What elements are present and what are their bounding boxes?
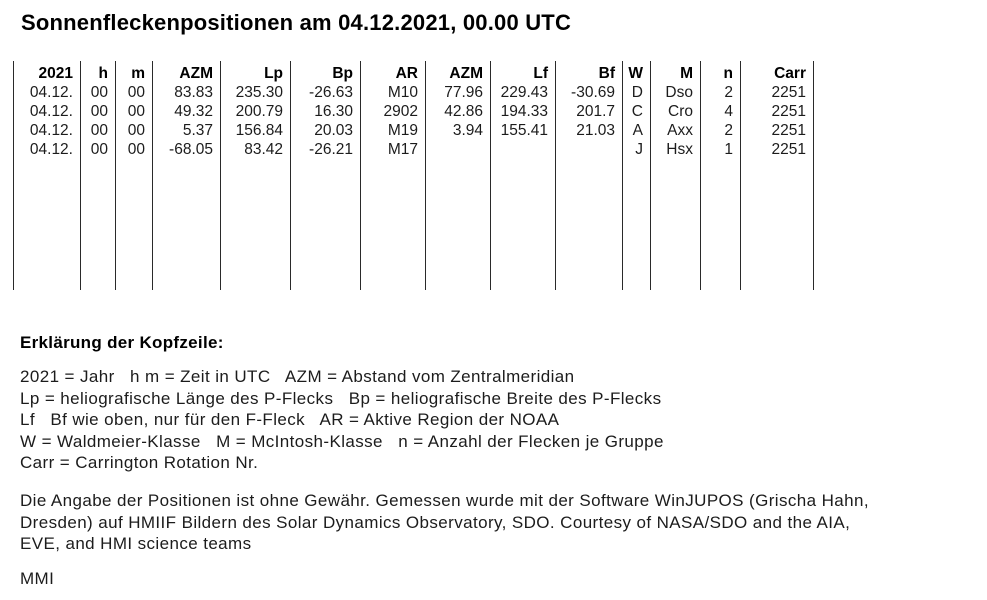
- table-row-cell: Axx: [651, 122, 701, 141]
- table-row-cell: 00: [116, 103, 153, 122]
- disclaimer: [20, 490, 987, 555]
- table-filler-row-cell: [221, 160, 291, 290]
- table-filler-row-cell: [291, 160, 361, 290]
- table-row-cell: [556, 141, 623, 160]
- table-row-cell: 2251: [741, 103, 814, 122]
- table-row-cell: M17: [361, 141, 426, 160]
- table-row-cell: 2251: [741, 122, 814, 141]
- disclaimer-line: Die Angabe der Positionen ist ohne Gewähr. Gemessen wurde mit der Software WinJUPOS (Grischa Hahn,: [20, 490, 869, 510]
- disclaimer-line: EVE, and HMI science teams: [20, 534, 252, 554]
- table-row-cell: 04.12.: [14, 122, 81, 141]
- table-row-cell: C: [623, 103, 651, 122]
- table-row-cell: 1: [701, 141, 741, 160]
- table-row-cell: -26.63: [291, 84, 361, 103]
- table-filler-row-cell: [361, 160, 426, 290]
- table-row-cell: -30.69: [556, 84, 623, 103]
- table-row-cell: 2902: [361, 103, 426, 122]
- explanation-heading: Erklärung der Kopfzeile:: [20, 333, 224, 352]
- table-row-cell: 5.37: [153, 122, 221, 141]
- table-row-cell: Dso: [651, 84, 701, 103]
- table-row-cell: Hsx: [651, 141, 701, 160]
- table-row-cell: Cro: [651, 103, 701, 122]
- table-row-cell: 00: [116, 141, 153, 160]
- table-filler-row-cell: [116, 160, 153, 290]
- table-row-cell: 3.94: [426, 122, 491, 141]
- table-row-cell: 155.41: [491, 122, 556, 141]
- table-row-cell: -68.05: [153, 141, 221, 160]
- table-row-cell: 00: [81, 141, 116, 160]
- table-row-cell: 20.03: [291, 122, 361, 141]
- table-row-cell: 200.79: [221, 103, 291, 122]
- table-header-row-cell: Bp: [291, 61, 361, 84]
- disclaimer-line: Dresden) auf HMIIF Bildern des Solar Dynamics Observatory, SDO. Courtesy of NASA/SDO and the AIA,: [20, 512, 851, 532]
- table-row-cell: 00: [81, 84, 116, 103]
- table-header-row-cell: h: [81, 61, 116, 84]
- table-row: [14, 141, 814, 160]
- table-header-row-cell: n: [701, 61, 741, 84]
- table-row-cell: 156.84: [221, 122, 291, 141]
- table-row-cell: 00: [116, 122, 153, 141]
- table-header-row-cell: Lp: [221, 61, 291, 84]
- table-row-cell: 77.96: [426, 84, 491, 103]
- explanation-line: Carr = Carrington Rotation Nr.: [20, 453, 259, 473]
- table-row-cell: 2251: [741, 84, 814, 103]
- explanation-line: 2021 = Jahr h m = Zeit in UTC AZM = Abstand vom Zentralmeridian: [20, 367, 575, 386]
- table-row: [14, 122, 814, 141]
- table-row-cell: 235.30: [221, 84, 291, 103]
- table-row-cell: 2: [701, 122, 741, 141]
- table-row-cell: 04.12.: [14, 103, 81, 122]
- table-row-cell: M19: [361, 122, 426, 141]
- table-row-cell: 229.43: [491, 84, 556, 103]
- table-filler-row-cell: [651, 160, 701, 290]
- table-row-cell: 4: [701, 103, 741, 122]
- table-row-cell: 00: [81, 103, 116, 122]
- table-header-row-cell: M: [651, 61, 701, 84]
- sunspot-table-wrap: [13, 61, 987, 290]
- table-filler-row-cell: [741, 160, 814, 290]
- table-row-cell: [426, 141, 491, 160]
- table-row-cell: 42.86: [426, 103, 491, 122]
- table-filler-row-cell: [491, 160, 556, 290]
- table-header-row-cell: W: [623, 61, 651, 84]
- table-filler-row-cell: [81, 160, 116, 290]
- table-row-cell: 00: [81, 122, 116, 141]
- explanation-lines: [20, 366, 987, 474]
- table-row-cell: 201.7: [556, 103, 623, 122]
- table-row-cell: D: [623, 84, 651, 103]
- table-header-row-cell: AZM: [426, 61, 491, 84]
- table-row-cell: 194.33: [491, 103, 556, 122]
- table-header-row-cell: Bf: [556, 61, 623, 84]
- table-filler-row-cell: [426, 160, 491, 290]
- table-filler-row: [14, 160, 814, 290]
- table-row-cell: 00: [116, 84, 153, 103]
- table-header-row-cell: AR: [361, 61, 426, 84]
- table-filler-row-cell: [701, 160, 741, 290]
- table-filler-row-cell: [153, 160, 221, 290]
- sunspot-table: [13, 61, 814, 290]
- table-row-cell: 83.42: [221, 141, 291, 160]
- table-filler-row-cell: [14, 160, 81, 290]
- signature: MMI: [20, 568, 55, 588]
- table-row-cell: -26.21: [291, 141, 361, 160]
- table-row-cell: 04.12.: [14, 141, 81, 160]
- table-row-cell: A: [623, 122, 651, 141]
- table-row-cell: 49.32: [153, 103, 221, 122]
- table-row-cell: J: [623, 141, 651, 160]
- table-row: [14, 84, 814, 103]
- table-header-row-cell: 2021: [14, 61, 81, 84]
- table-header-row-cell: AZM: [153, 61, 221, 84]
- table-row-cell: 16.30: [291, 103, 361, 122]
- table-row-cell: 2: [701, 84, 741, 103]
- table-header-row-cell: m: [116, 61, 153, 84]
- explanation-line: Lp = heliografische Länge des P-Flecks Bp = heliografische Breite des P-Flecks: [20, 388, 662, 408]
- table-row-cell: M10: [361, 84, 426, 103]
- explanation-line: Lf Bf wie oben, nur für den F-Fleck AR = Aktive Region der NOAA: [20, 410, 560, 430]
- table-header-row: [14, 61, 814, 84]
- table-filler-row-cell: [623, 160, 651, 290]
- table-row-cell: 83.83: [153, 84, 221, 103]
- page-title: Sonnenfleckenpositionen am 04.12.2021, 00.00 UTC: [21, 10, 572, 35]
- table-row-cell: 21.03: [556, 122, 623, 141]
- table-header-row-cell: Carr: [741, 61, 814, 84]
- table-row-cell: 04.12.: [14, 84, 81, 103]
- explanation-line: W = Waldmeier-Klasse M = McIntosh-Klasse n = Anzahl der Flecken je Gruppe: [20, 431, 664, 451]
- table-filler-row-cell: [556, 160, 623, 290]
- table-row-cell: [491, 141, 556, 160]
- table-row-cell: 2251: [741, 141, 814, 160]
- table-row: [14, 103, 814, 122]
- table-header-row-cell: Lf: [491, 61, 556, 84]
